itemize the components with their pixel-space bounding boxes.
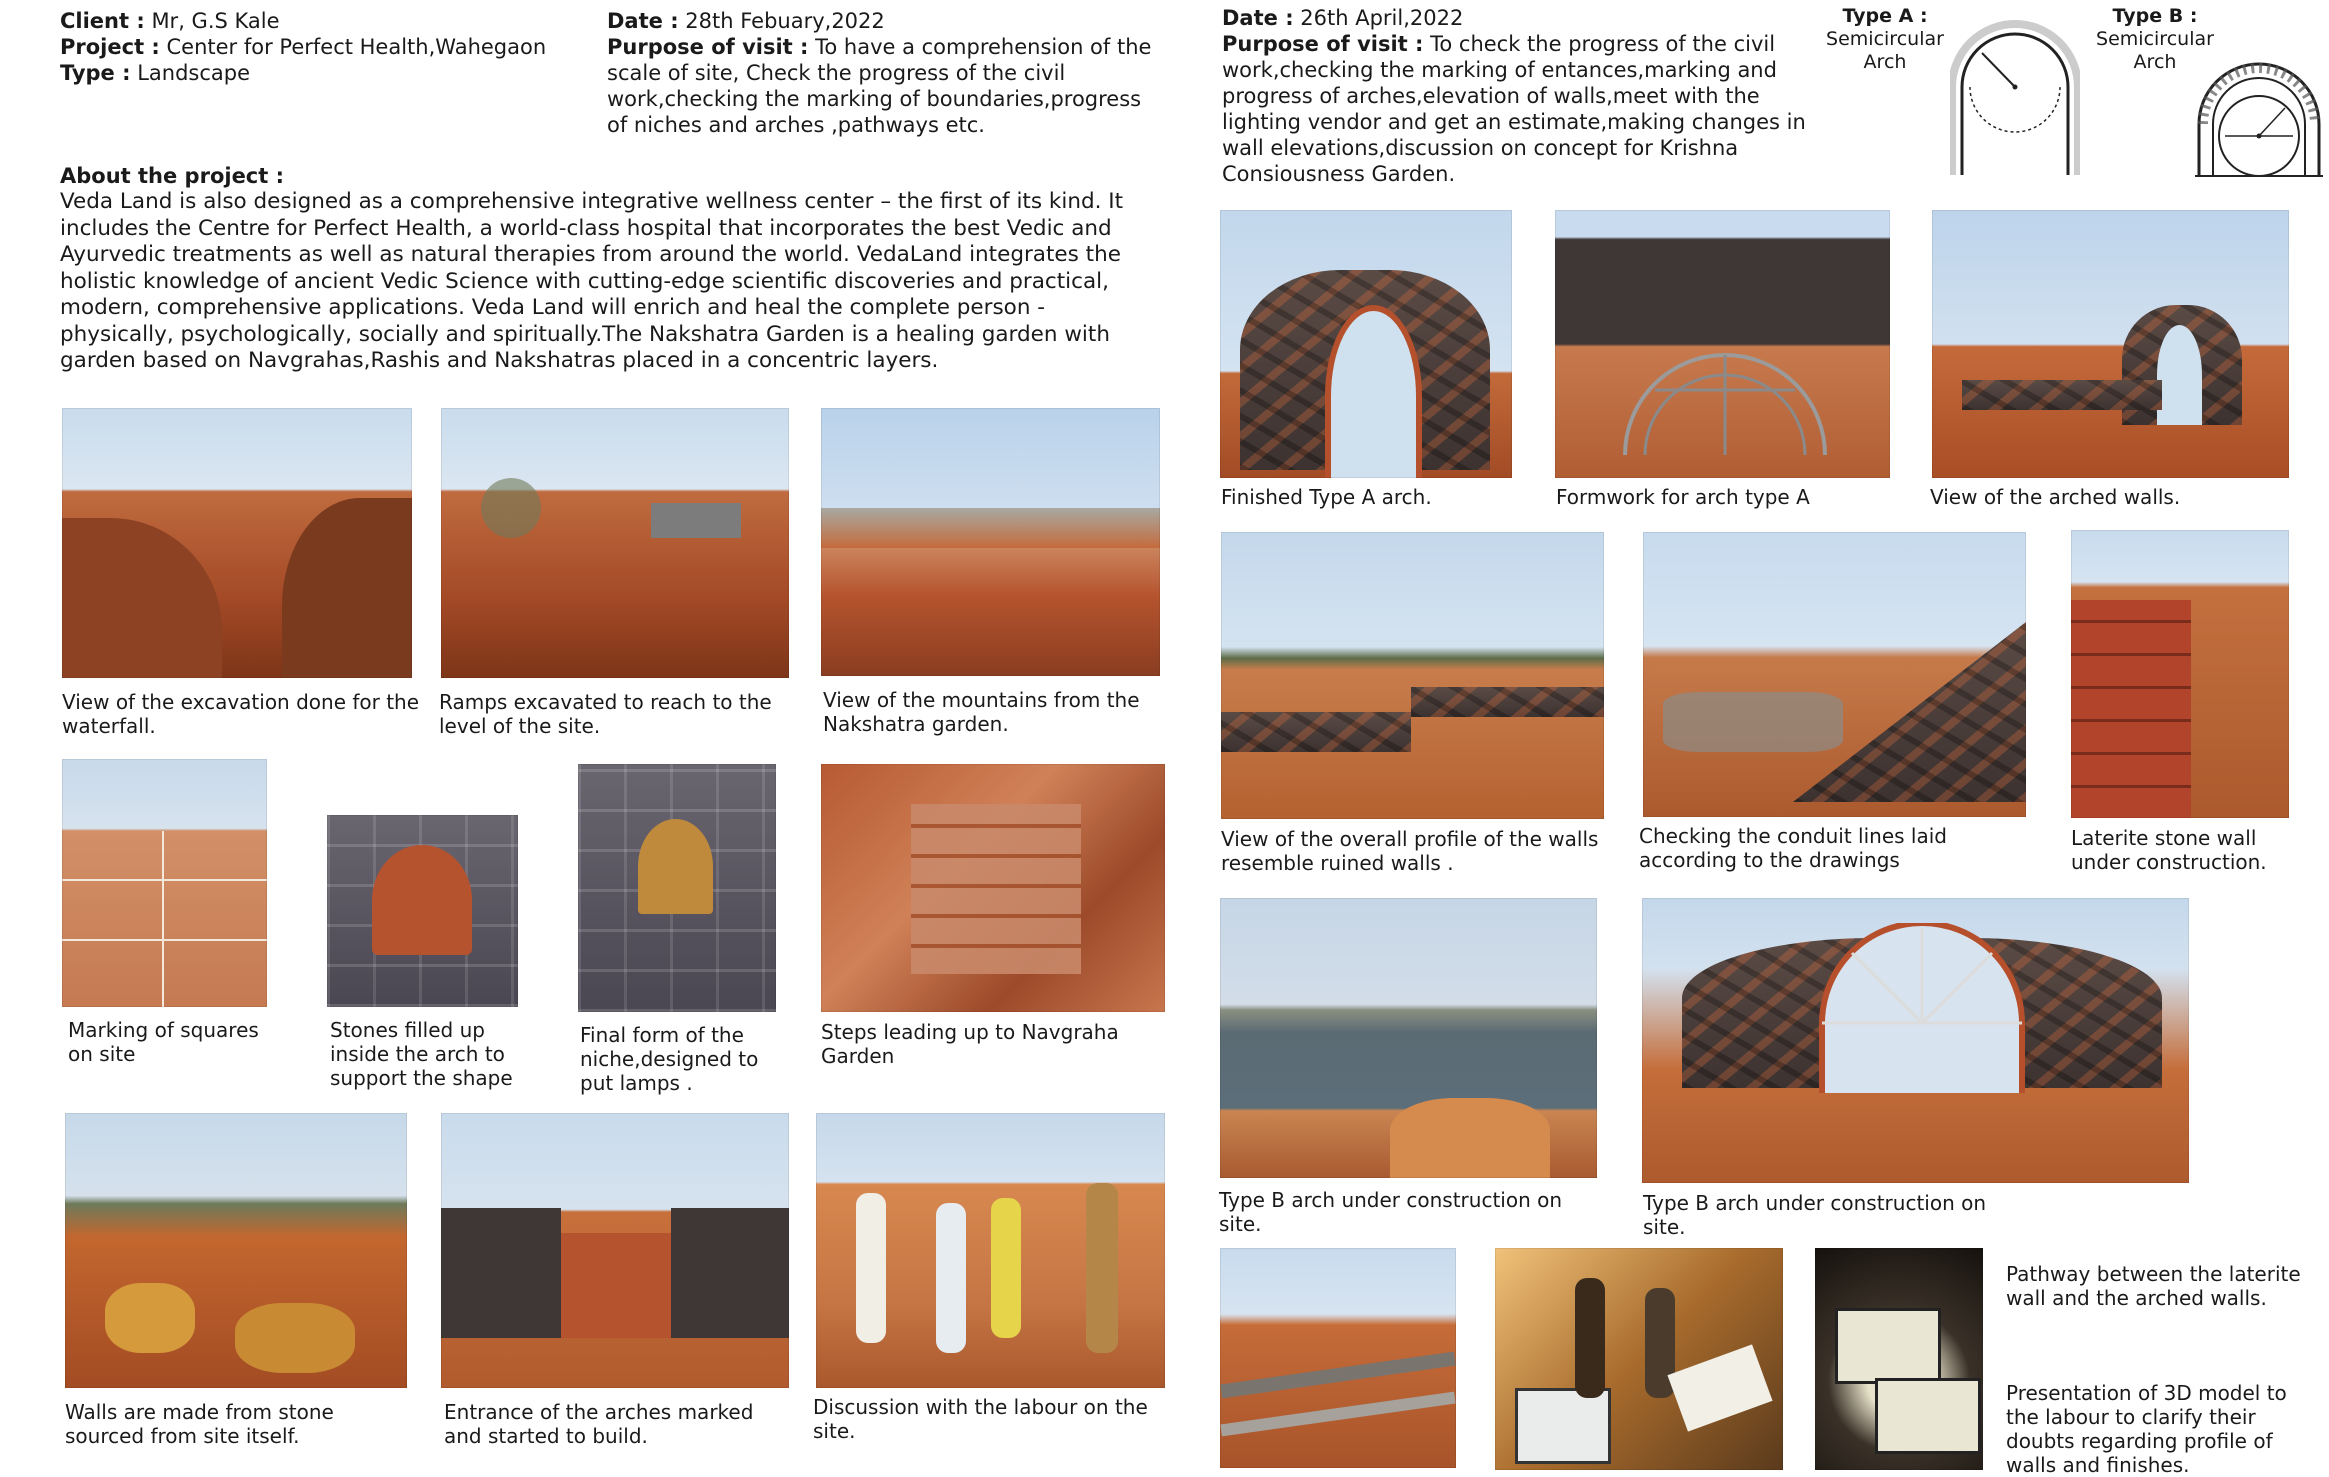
photo-formwork-type-a <box>1555 210 1890 478</box>
photo-discussion <box>816 1113 1165 1388</box>
type-label: Type : <box>60 61 131 85</box>
photo-arched-walls <box>1932 210 2289 478</box>
caption-steps: Steps leading up to Navgraha Garden <box>821 1020 1119 1068</box>
client-label: Client : <box>60 9 145 33</box>
about-section <box>60 163 1160 375</box>
caption-laterite: Laterite stone wall under construction. <box>2071 826 2267 874</box>
arch-type-a-label <box>1820 5 1950 74</box>
arch-type-b-diagram <box>2195 62 2323 180</box>
caption-3d-model: Presentation of 3D model to the labour to clarify their doubts regarding profile of walls and finishes. <box>2006 1381 2287 1477</box>
photo-excavation-waterfall <box>62 408 412 678</box>
arch-a-title: Type A : <box>1842 5 1928 27</box>
client-value: Mr, G.S Kale <box>151 9 280 33</box>
photo-niche <box>578 764 776 1012</box>
caption-niche: Final form of the niche,designed to put lamps . <box>580 1023 759 1095</box>
caption-type-a: Finished Type A arch. <box>1221 485 1432 509</box>
photo-conduit-lines <box>1643 532 2026 817</box>
visit2-purpose-label: Purpose of visit : <box>1222 32 1424 56</box>
caption-walls-stone: Walls are made from stone sourced from site itself. <box>65 1400 334 1448</box>
caption-mountains: View of the mountains from the Nakshatra garden. <box>823 688 1140 736</box>
photo-marking-squares <box>62 759 267 1007</box>
visit2-date-label: Date : <box>1222 6 1294 30</box>
photo-laterite-wall <box>2071 530 2289 818</box>
caption-excavation: View of the excavation done for the waterfall. <box>62 690 420 738</box>
photo-presentation-room <box>1495 1248 1783 1470</box>
caption-arched-walls: View of the arched walls. <box>1930 485 2181 509</box>
arch-b-sub1: Semicircular <box>2096 28 2214 50</box>
caption-discussion: Discussion with the labour on the site. <box>813 1395 1148 1443</box>
arch-a-sub1: Semicircular <box>1826 28 1944 50</box>
project-label: Project : <box>60 35 160 59</box>
caption-pathway: Pathway between the laterite wall and the arched walls. <box>2006 1262 2301 1310</box>
photo-steps <box>821 764 1165 1012</box>
photo-walls-stone <box>65 1113 407 1388</box>
photo-stones-arch <box>327 815 518 1007</box>
arch-type-a-diagram <box>1950 15 2080 180</box>
visit1-info <box>607 8 1162 138</box>
photo-ramps <box>441 408 789 678</box>
photo-3d-model-screen <box>1815 1248 1983 1470</box>
photo-mountains <box>821 408 1160 676</box>
caption-marking: Marking of squares on site <box>68 1018 259 1066</box>
caption-overall-profile: View of the overall profile of the walls resemble ruined walls . <box>1221 827 1599 875</box>
caption-ramps: Ramps excavated to reach to the level of the site. <box>439 690 772 738</box>
caption-conduit: Checking the conduit lines laid according to the drawings <box>1639 824 1947 872</box>
arch-b-title: Type B : <box>2112 5 2198 27</box>
photo-entrance-arches <box>441 1113 789 1388</box>
caption-stones: Stones filled up inside the arch to support the shape <box>330 1018 513 1090</box>
photo-type-a-arch <box>1220 210 1512 478</box>
photo-pathway <box>1220 1248 1456 1468</box>
photo-type-b-lake <box>1220 898 1597 1178</box>
visit1-purpose: To have a comprehension of the scale of site, Check the progress of the civil work,checking the marking of boundaries,progress of niches and arches ,pathways etc. <box>607 35 1152 137</box>
type-value: Landscape <box>137 61 251 85</box>
caption-type-b-2: Type B arch under construction on site. <box>1643 1191 1987 1239</box>
caption-formwork: Formwork for arch type A <box>1556 485 1810 509</box>
visit1-date: 28th Febuary,2022 <box>685 9 885 33</box>
photo-type-b-arch <box>1642 898 2189 1183</box>
visit2-purpose: To check the progress of the civil work,checking the marking of entances,marking and progress of arches,elevation of walls,meet with the lighting vendor and get an estimate,making changes in wall elevations,discussion on concept for Krishna Consiousness Garden. <box>1222 32 1806 186</box>
visit1-date-label: Date : <box>607 9 679 33</box>
client-info <box>60 8 580 86</box>
visit2-info <box>1222 5 1822 187</box>
visit2-date: 26th April,2022 <box>1300 6 1464 30</box>
caption-type-b-1: Type B arch under construction on site. <box>1219 1188 1563 1236</box>
visit1-purpose-label: Purpose of visit : <box>607 35 809 59</box>
project-value: Center for Perfect Health,Wahegaon <box>166 35 547 59</box>
about-heading: About the project : <box>60 164 285 188</box>
arch-a-sub2: Arch <box>1863 51 1907 73</box>
about-body: Veda Land is also designed as a comprehensive integrative wellness center – the first of its kind. It includes the Centre for Perfect Health, a world-class hospital that incorporates the best Vedic and Ayurvedic treatments as well as natural therapies from around the world. VedaLand integrates the holistic knowledge of ancient Vedic Science with cutting-edge scientific discoveries and practical, modern, comprehensive applications. Veda Land will enrich and heal the complete person - physically, psychologically, socially and spiritually.The Nakshatra Garden is a healing garden with garden based on Navgrahas,Rashis and Nakshatras placed in a concentric layers. <box>60 189 1124 373</box>
caption-entrance: Entrance of the arches marked and started to build. <box>444 1400 754 1448</box>
photo-overall-profile <box>1221 532 1604 819</box>
arch-b-sub2: Arch <box>2133 51 2177 73</box>
